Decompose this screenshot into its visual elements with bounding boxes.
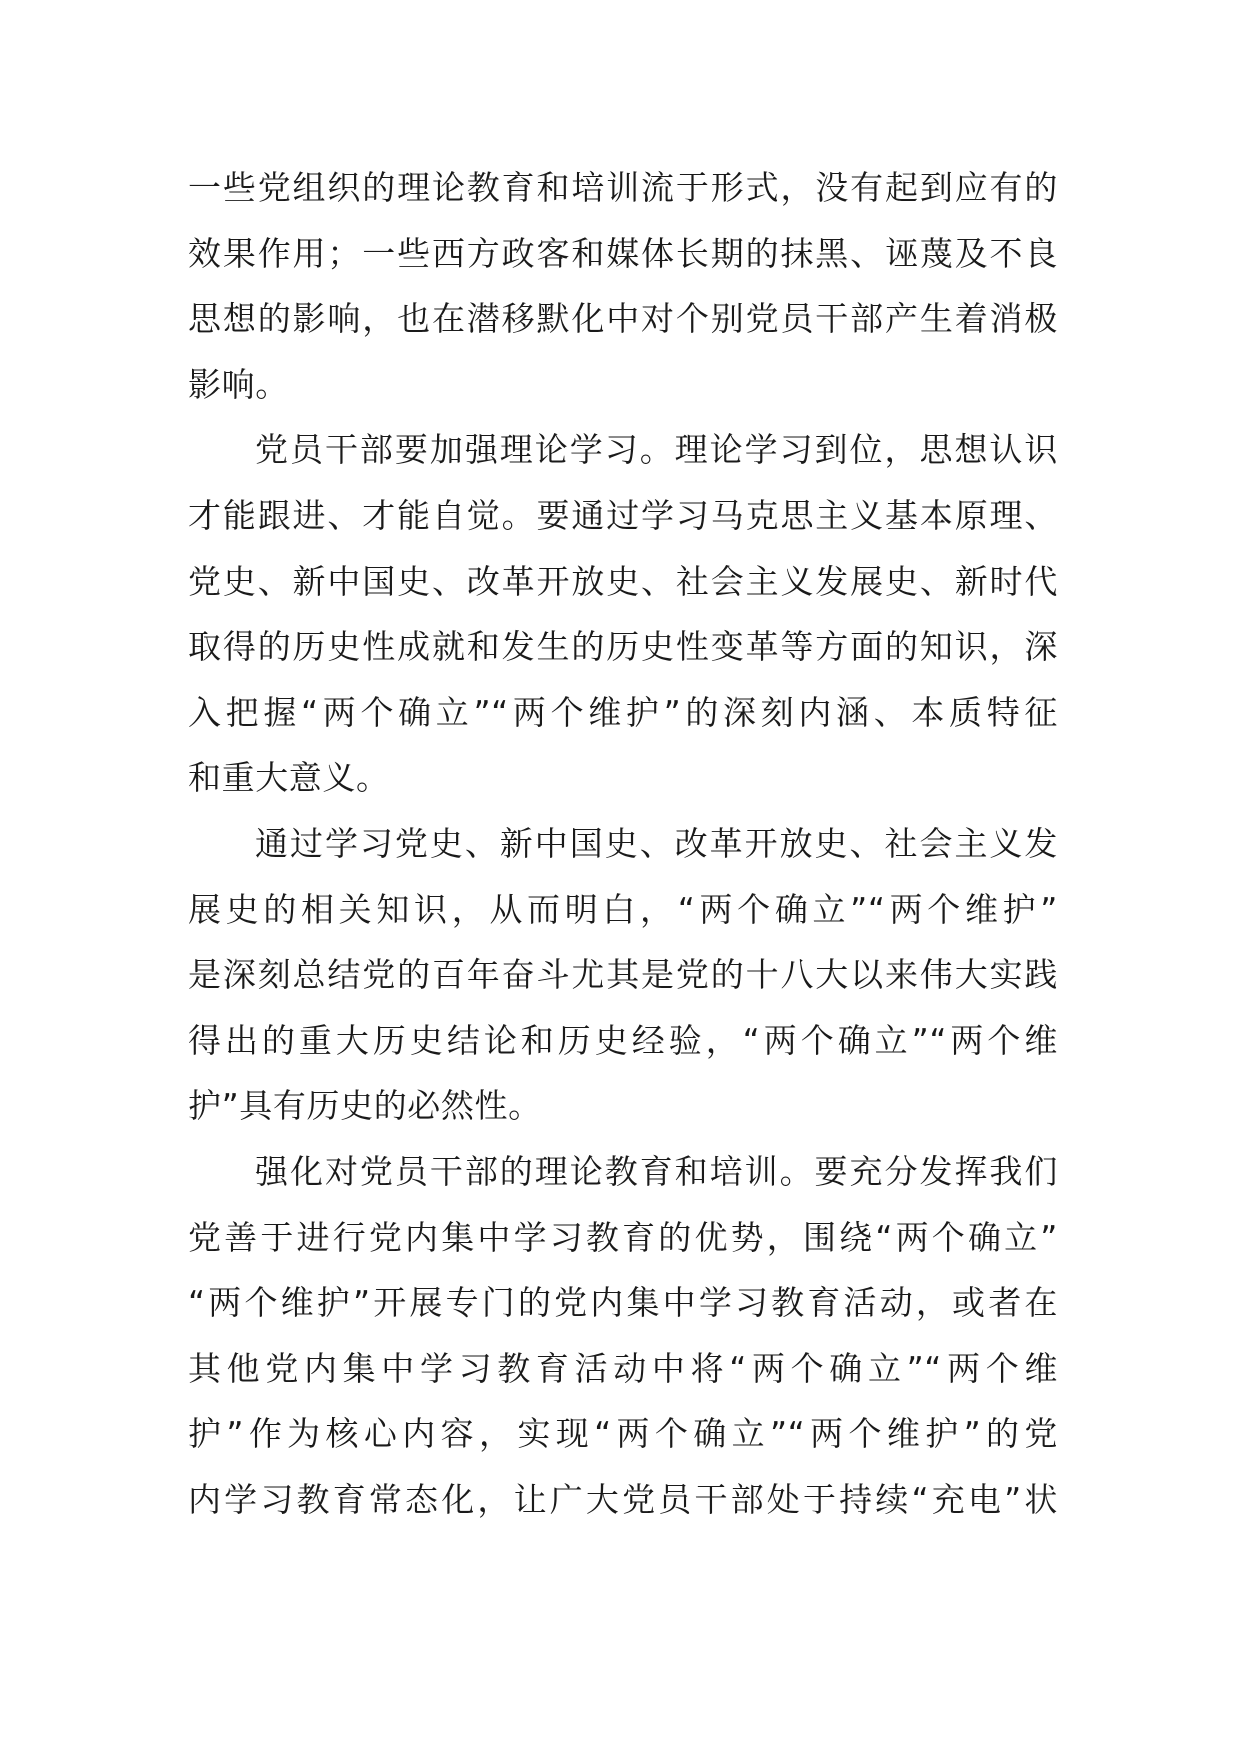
text-line: 党史、新中国史、改革开放史、社会主义发展史、新时代 <box>188 561 1058 601</box>
text-line: 得出的重大历史结论和历史经验，“两个确立”“两个维 <box>188 1020 1058 1060</box>
text-line: 取得的历史性成就和发生的历史性变革等方面的知识，深 <box>188 627 1058 667</box>
text-line: 影响。 <box>188 364 289 404</box>
text-line: 展史的相关知识，从而明白，“两个确立”“两个维护” <box>188 889 1058 929</box>
text-line: 和重大意义。 <box>188 758 390 798</box>
text-line: 思想的影响，也在潜移默化中对个别党员干部产生着消极 <box>188 299 1058 339</box>
text-line: 入把握“两个确立”“两个维护”的深刻内涵、本质特征 <box>188 692 1058 732</box>
text-line: 是深刻总结党的百年奋斗尤其是党的十八大以来伟大实践 <box>188 955 1058 995</box>
text-line: 效果作用；一些西方政客和媒体长期的抹黑、诬蔑及不良 <box>188 233 1058 273</box>
paragraph-first-line: 党员干部要加强理论学习。理论学习到位，思想认识 <box>255 430 1058 470</box>
paragraph-first-line: 强化对党员干部的理论教育和培训。要充分发挥我们 <box>255 1151 1058 1191</box>
document-body <box>188 155 1058 1532</box>
text-line: 才能跟进、才能自觉。要通过学习马克思主义基本原理、 <box>188 495 1058 535</box>
paragraph-first-line: 通过学习党史、新中国史、改革开放史、社会主义发 <box>255 823 1058 863</box>
text-line: 一些党组织的理论教育和培训流于形式，没有起到应有的 <box>188 168 1058 207</box>
text-line: 党善于进行党内集中学习教育的优势，围绕“两个确立” <box>188 1217 1058 1257</box>
text-line: 内学习教育常态化，让广大党员干部处于持续“充电”状 <box>188 1479 1058 1519</box>
text-line: 其他党内集中学习教育活动中将“两个确立”“两个维 <box>188 1348 1058 1388</box>
text-line: 护”具有历史的必然性。 <box>188 1086 542 1126</box>
text-line: 护”作为核心内容，实现“两个确立”“两个维护”的党 <box>188 1414 1058 1454</box>
text-line: “两个维护”开展专门的党内集中学习教育活动，或者在 <box>188 1283 1058 1323</box>
